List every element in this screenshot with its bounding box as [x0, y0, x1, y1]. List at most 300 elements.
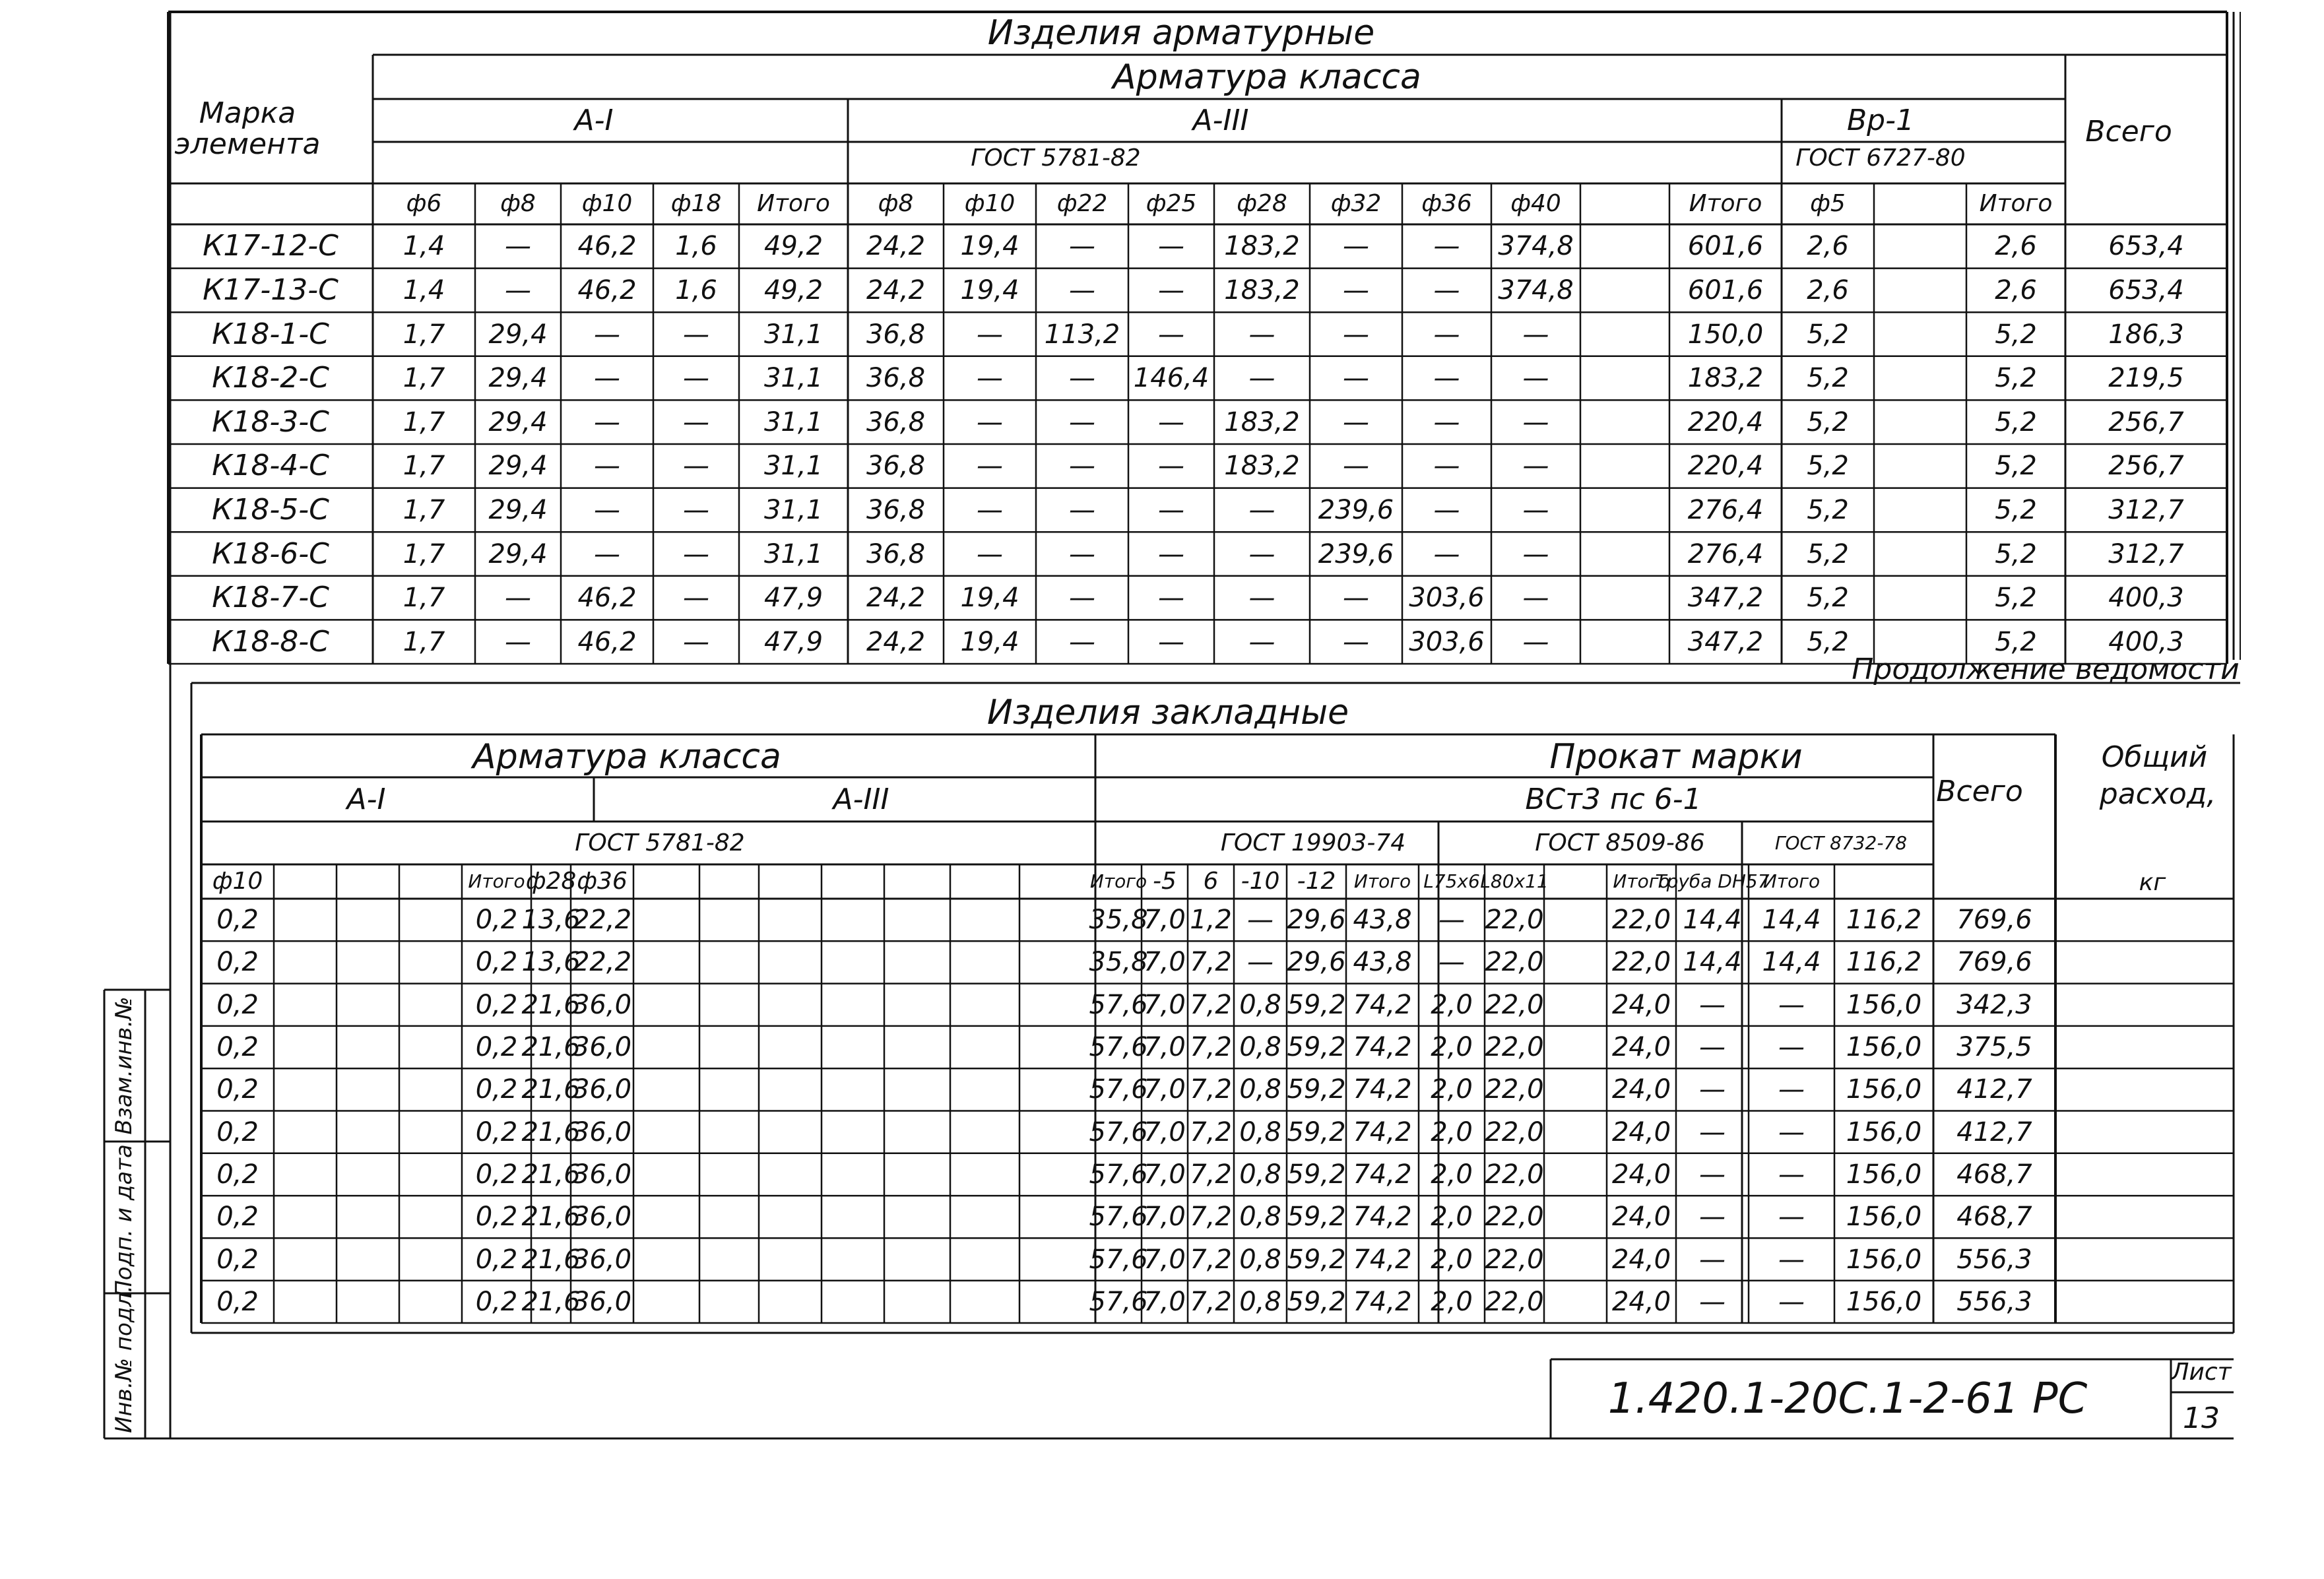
table2-value-cell: 24,0: [1611, 1286, 1671, 1317]
table1-value-cell: —: [1248, 583, 1275, 614]
table1-value-cell: —: [977, 494, 1003, 525]
table1-value-cell: —: [977, 451, 1003, 482]
table2-column-header: ф36: [577, 868, 628, 895]
table1-diameter-header: ф18: [670, 190, 722, 217]
table1-value-cell: 5,2: [1807, 583, 1849, 614]
table2-column-header: L75x6: [1423, 870, 1480, 892]
table2-value-cell: 156,0: [1846, 1074, 1922, 1105]
table1-value-cell: 186,3: [2108, 319, 2184, 350]
table1-value-cell: 400,3: [2108, 583, 2184, 614]
table2-value-cell: 24,0: [1611, 1116, 1671, 1147]
table2-value-cell: 22,0: [1485, 1116, 1544, 1147]
table2-value-cell: 14,4: [1762, 947, 1821, 978]
table2-value-cell: 22,0: [1485, 1286, 1544, 1317]
table1-value-cell: 31,1: [763, 538, 823, 569]
table2-value-cell: 22,0: [1485, 1202, 1544, 1233]
table2-value-cell: 24,0: [1611, 1244, 1671, 1275]
table2-value-cell: 22,2: [572, 905, 632, 936]
table2-value-cell: 156,0: [1846, 1032, 1922, 1063]
table1-value-cell: —: [683, 583, 709, 614]
table1-value-cell: —: [1343, 406, 1369, 437]
table1-value-cell: 5,2: [1995, 451, 2037, 482]
table2-value-cell: 57,6: [1089, 1286, 1148, 1317]
table1-value-cell: 183,2: [1224, 406, 1300, 437]
table2-value-cell: 0,2: [216, 1202, 259, 1233]
table1-value-cell: 36,8: [866, 363, 926, 394]
table1-class-a1: А-I: [574, 104, 614, 137]
side-label-vzam-inv: Взам.инв.№: [111, 996, 137, 1135]
table1-value-cell: 183,2: [1687, 363, 1764, 394]
table2-value-cell: —: [1778, 1032, 1805, 1063]
table2-value-cell: 21,6: [521, 1286, 581, 1317]
table2-title: Изделия закладные: [986, 693, 1349, 732]
table1-value-cell: —: [1158, 451, 1184, 482]
table2-column-header: ф28: [525, 868, 577, 895]
table2-value-cell: 43,8: [1353, 905, 1412, 936]
table2-value-cell: 412,7: [1956, 1116, 2032, 1147]
table1-class-header: Арматура класса: [1113, 57, 1421, 97]
table1-value-cell: 24,2: [866, 626, 926, 657]
table2-value-cell: 0,2: [475, 1286, 518, 1317]
table2-value-cell: 7,0: [1144, 1032, 1186, 1063]
table2-value-cell: 2,0: [1431, 1116, 1473, 1147]
table2-value-cell: 57,6: [1089, 989, 1148, 1020]
table1-value-cell: —: [683, 626, 709, 657]
table1-value-cell: —: [594, 538, 620, 569]
table1-value-cell: 5,2: [1995, 363, 2037, 394]
table1-value-cell: 653,4: [2108, 274, 2184, 306]
table2-value-cell: 7,2: [1190, 1159, 1232, 1190]
table1-diameter-header: ф5: [1810, 190, 1846, 217]
table2-value-cell: 59,2: [1287, 1244, 1346, 1275]
table2-value-cell: 24,0: [1611, 1159, 1671, 1190]
table1-value-cell: —: [594, 451, 620, 482]
table1-value-cell: 276,4: [1687, 538, 1764, 569]
table1-value-cell: —: [1343, 626, 1369, 657]
table1-value-cell: —: [1069, 274, 1095, 306]
table1-value-cell: —: [683, 538, 709, 569]
table1-value-cell: —: [1343, 231, 1369, 262]
table1-value-cell: 2,6: [1807, 231, 1849, 262]
table1-value-cell: —: [1433, 538, 1460, 569]
table1-value-cell: 312,7: [2108, 494, 2184, 525]
table1-title: Изделия арматурные: [987, 13, 1375, 53]
side-label-inv-podl: Инв.№ подл.: [111, 1285, 137, 1433]
table1-value-cell: 2,6: [1995, 274, 2037, 306]
table1-value-cell: 31,1: [763, 451, 823, 482]
table1-value-cell: 276,4: [1687, 494, 1764, 525]
continuation-label: Продолжение ведомости: [1852, 653, 2240, 686]
table1-value-cell: —: [1522, 538, 1549, 569]
table2-column-header: Итого: [1613, 870, 1670, 892]
table1-mark-header-1: Марка: [199, 96, 296, 130]
table1-value-cell: 653,4: [2108, 231, 2184, 262]
table2-value-cell: —: [1778, 1159, 1805, 1190]
table2-value-cell: 556,3: [1956, 1244, 2032, 1275]
table2-column-header: -5: [1153, 868, 1177, 895]
table2-value-cell: —: [1778, 989, 1805, 1020]
table2-value-cell: 21,6: [521, 1074, 581, 1105]
table2-value-cell: 24,0: [1611, 1202, 1671, 1233]
table1-value-cell: 1,7: [403, 494, 445, 525]
table1-value-cell: —: [1069, 626, 1095, 657]
table1-mark-cell: К17-13-С: [203, 273, 339, 307]
table1-mark-cell: К18-1-С: [212, 317, 329, 351]
table2-value-cell: 13,6: [521, 947, 581, 978]
table1-value-cell: —: [1343, 319, 1369, 350]
table2-value-cell: 22,0: [1485, 1159, 1544, 1190]
table2-value-cell: 21,6: [521, 1032, 581, 1063]
table1-value-cell: —: [977, 363, 1003, 394]
table2-value-cell: 57,6: [1089, 1159, 1148, 1190]
table2-value-cell: 7,2: [1190, 1116, 1232, 1147]
table1-mark-cell: К18-2-С: [212, 361, 329, 395]
table1-value-cell: —: [1069, 363, 1095, 394]
table1-value-cell: 1,7: [403, 319, 445, 350]
table1-value-cell: —: [1248, 319, 1275, 350]
table1-mark-cell: К18-3-С: [212, 404, 329, 439]
table2-value-cell: —: [1699, 1202, 1726, 1233]
table1-value-cell: 256,7: [2108, 406, 2184, 437]
table2-value-cell: 769,6: [1956, 947, 2032, 978]
table1-value-cell: 2,6: [1995, 231, 2037, 262]
table1-value-cell: 46,2: [577, 274, 637, 306]
table1-diameter-header: ф8: [500, 190, 536, 217]
table1-value-cell: —: [977, 406, 1003, 437]
table1-mark-cell: К18-4-С: [212, 449, 329, 483]
table1-gost-a: ГОСТ 5781-82: [971, 145, 1141, 172]
table2-value-cell: 36,0: [572, 1116, 632, 1147]
table2-value-cell: 0,2: [475, 1074, 518, 1105]
table1-value-cell: —: [1433, 406, 1460, 437]
table2-column-header: Итого: [1353, 870, 1411, 892]
table1-value-cell: —: [1433, 451, 1460, 482]
table1-diameter-header: ф32: [1330, 190, 1382, 217]
table1-value-cell: 220,4: [1687, 406, 1764, 437]
table2-gost-a: ГОСТ 5781-82: [575, 829, 745, 856]
table1-value-cell: —: [977, 538, 1003, 569]
table1-value-cell: 1,4: [403, 274, 445, 306]
table2-value-cell: 36,0: [572, 1159, 632, 1190]
table1-value-cell: 220,4: [1687, 451, 1764, 482]
table2-value-cell: 7,0: [1144, 905, 1186, 936]
side-label-podp-data: Подп. и дата: [111, 1144, 137, 1297]
table2-value-cell: 0,2: [216, 947, 259, 978]
table2-value-cell: 0,2: [475, 1032, 518, 1063]
table1-value-cell: 1,7: [403, 406, 445, 437]
table1-mark-cell: К18-6-С: [212, 536, 329, 571]
table2-value-cell: 0,8: [1239, 1202, 1281, 1233]
table2-value-cell: 2,0: [1431, 1032, 1473, 1063]
table1-value-cell: 36,8: [866, 538, 926, 569]
table1-value-cell: 29,4: [488, 406, 548, 437]
table2-value-cell: 24,0: [1611, 989, 1671, 1020]
table2-value-cell: 156,0: [1846, 1116, 1922, 1147]
table2-value-cell: 21,6: [521, 989, 581, 1020]
table2-value-cell: 29,6: [1287, 947, 1346, 978]
table1-value-cell: 5,2: [1807, 406, 1849, 437]
table1-value-cell: —: [1433, 231, 1460, 262]
table1-value-cell: 601,6: [1687, 231, 1764, 262]
table1-total-header: Всего: [2085, 115, 2172, 148]
table2-value-cell: 36,0: [572, 1074, 632, 1105]
table2-value-cell: 59,2: [1287, 1032, 1346, 1063]
table1-value-cell: —: [1069, 538, 1095, 569]
table1-value-cell: 36,8: [866, 319, 926, 350]
table2-value-cell: 22,2: [572, 947, 632, 978]
table2-value-cell: 36,0: [572, 1244, 632, 1275]
table2-value-cell: 36,0: [572, 1202, 632, 1233]
table2-class-header: Арматура класса: [472, 737, 781, 777]
table2-value-cell: 156,0: [1846, 1286, 1922, 1317]
table1-diameter-header: ф6: [406, 190, 442, 217]
sheet-number: 13: [2183, 1402, 2220, 1435]
table1-value-cell: 24,2: [866, 274, 926, 306]
table2-value-cell: —: [1699, 1286, 1726, 1317]
table1-value-cell: —: [1069, 451, 1095, 482]
table1-class-a3: А-III: [1192, 104, 1249, 137]
table2-column-header: Итого: [1762, 870, 1821, 892]
table1-value-cell: —: [1069, 494, 1095, 525]
table2-value-cell: 74,2: [1353, 1244, 1412, 1275]
table1-diameter-header: ф25: [1146, 190, 1197, 217]
table1-value-cell: 146,4: [1133, 363, 1210, 394]
table1-value-cell: —: [1158, 231, 1184, 262]
table2-value-cell: 0,2: [216, 1159, 259, 1190]
table2-value-cell: 468,7: [1956, 1159, 2032, 1190]
table1-diameter-header: Итого: [757, 190, 830, 217]
document-code: 1.420.1-20С.1-2-61 РС: [1607, 1374, 2088, 1423]
table1-value-cell: —: [1248, 538, 1275, 569]
table1-value-cell: 1,6: [675, 231, 717, 262]
table1-mark-cell: К18-5-С: [212, 492, 329, 527]
table2-value-cell: 2,0: [1431, 1159, 1473, 1190]
table2-value-cell: 1,2: [1190, 905, 1232, 936]
table1-value-cell: 19,4: [960, 274, 1019, 306]
table1-value-cell: —: [1248, 494, 1275, 525]
table2-overall-unit: кг: [2139, 869, 2166, 896]
table2-column-header: L80x11: [1480, 870, 1549, 892]
table2-value-cell: 0,8: [1239, 1286, 1281, 1317]
table1-value-cell: —: [683, 494, 709, 525]
table2-value-cell: 14,4: [1683, 947, 1742, 978]
table2-value-cell: 74,2: [1353, 989, 1412, 1020]
table1-value-cell: —: [594, 363, 620, 394]
table2-value-cell: 57,6: [1089, 1116, 1148, 1147]
table1-value-cell: 1,7: [403, 583, 445, 614]
table2-value-cell: 24,0: [1611, 1032, 1671, 1063]
table2-value-cell: —: [1699, 1032, 1726, 1063]
table1-class-bp1: Вр-1: [1847, 104, 1914, 137]
table1-value-cell: 113,2: [1044, 319, 1120, 350]
table1-value-cell: 29,4: [488, 451, 548, 482]
table1-value-cell: 5,2: [1995, 538, 2037, 569]
table2-value-cell: 0,2: [216, 1244, 259, 1275]
table2-column-header: Труба DН57: [1655, 870, 1770, 892]
table2-value-cell: 0,2: [216, 1116, 259, 1147]
table1-value-cell: 219,5: [2108, 363, 2184, 394]
table2-value-cell: 7,0: [1144, 1202, 1186, 1233]
table1-value-cell: 31,1: [763, 494, 823, 525]
table1-value-cell: —: [1433, 274, 1460, 306]
table2-value-cell: —: [1438, 905, 1465, 936]
table2-value-cell: 375,5: [1956, 1032, 2032, 1063]
table2-value-cell: 7,0: [1144, 1074, 1186, 1105]
table1-diameter-header: ф40: [1510, 190, 1561, 217]
table2-value-cell: —: [1699, 1244, 1726, 1275]
table2-value-cell: 22,0: [1611, 905, 1671, 936]
table1-value-cell: 29,4: [488, 538, 548, 569]
table2-value-cell: 35,8: [1089, 947, 1148, 978]
table1-value-cell: 1,7: [403, 538, 445, 569]
table1-value-cell: 5,2: [1995, 319, 2037, 350]
table1-value-cell: —: [1522, 363, 1549, 394]
table2-value-cell: 468,7: [1956, 1202, 2032, 1233]
table1-value-cell: 5,2: [1807, 451, 1849, 482]
table1-diameter-header: ф10: [581, 190, 633, 217]
table2-value-cell: 29,6: [1287, 905, 1346, 936]
table1-value-cell: 150,0: [1687, 319, 1764, 350]
table2-value-cell: 2,0: [1431, 1286, 1473, 1317]
table2-column-header: Итого: [468, 870, 525, 892]
table1-value-cell: 5,2: [1807, 319, 1849, 350]
table2-value-cell: 22,0: [1485, 989, 1544, 1020]
table1-value-cell: —: [1069, 583, 1095, 614]
table1-value-cell: —: [594, 319, 620, 350]
table2-value-cell: 24,0: [1611, 1074, 1671, 1105]
table1-value-cell: 49,2: [763, 274, 823, 306]
table2-value-cell: —: [1778, 1202, 1805, 1233]
table1-value-cell: 19,4: [960, 231, 1019, 262]
table2-value-cell: 0,2: [475, 1116, 518, 1147]
table2-value-cell: 7,0: [1144, 1286, 1186, 1317]
table1-value-cell: 31,1: [763, 319, 823, 350]
table2-value-cell: 2,0: [1431, 1074, 1473, 1105]
table2-value-cell: —: [1778, 1244, 1805, 1275]
table1-value-cell: 29,4: [488, 494, 548, 525]
table1-value-cell: —: [1433, 494, 1460, 525]
table1-value-cell: 5,2: [1807, 538, 1849, 569]
table1-value-cell: —: [1069, 406, 1095, 437]
table1-value-cell: 256,7: [2108, 451, 2184, 482]
table1-value-cell: 31,1: [763, 406, 823, 437]
table2-value-cell: 14,4: [1762, 905, 1821, 936]
table1-value-cell: 47,9: [763, 626, 823, 657]
table1-value-cell: 49,2: [763, 231, 823, 262]
table1-value-cell: 36,8: [866, 451, 926, 482]
table2-value-cell: 0,2: [475, 947, 518, 978]
table1-value-cell: —: [977, 319, 1003, 350]
table1-value-cell: —: [1522, 583, 1549, 614]
table1-value-cell: —: [1343, 451, 1369, 482]
table1-value-cell: 5,2: [1807, 626, 1849, 657]
table1-value-cell: 46,2: [577, 583, 637, 614]
table1-mark-cell: К18-8-С: [212, 624, 329, 659]
table1-value-cell: 374,8: [1498, 274, 1574, 306]
table2-value-cell: 57,6: [1089, 1074, 1148, 1105]
table1-value-cell: 1,7: [403, 363, 445, 394]
table1-value-cell: —: [1522, 406, 1549, 437]
table2-value-cell: 21,6: [521, 1202, 581, 1233]
table2-value-cell: 0,2: [475, 905, 518, 936]
table2-value-cell: 22,0: [1485, 1244, 1544, 1275]
table1-value-cell: —: [1343, 583, 1369, 614]
table2-total-header: Всего: [1936, 775, 2023, 808]
table1-value-cell: —: [683, 406, 709, 437]
table2-class-a3: А-III: [833, 783, 889, 816]
table2-value-cell: —: [1438, 947, 1465, 978]
table1-value-cell: —: [1158, 538, 1184, 569]
table2-value-cell: 59,2: [1287, 1116, 1346, 1147]
table1-value-cell: 24,2: [866, 583, 926, 614]
table2-value-cell: 22,0: [1485, 947, 1544, 978]
table2-class-a1: А-I: [346, 783, 386, 816]
table1-value-cell: —: [1433, 319, 1460, 350]
table2-value-cell: 74,2: [1353, 1074, 1412, 1105]
table1-value-cell: 303,6: [1409, 583, 1485, 614]
table2-value-cell: 0,8: [1239, 1244, 1281, 1275]
table2-column-header: 6: [1203, 868, 1219, 895]
table2-value-cell: 59,2: [1287, 989, 1346, 1020]
table2-value-cell: 22,0: [1485, 1032, 1544, 1063]
table2-value-cell: 43,8: [1353, 947, 1412, 978]
table2-value-cell: 556,3: [1956, 1286, 2032, 1317]
table1-value-cell: 400,3: [2108, 626, 2184, 657]
table2-value-cell: —: [1247, 905, 1274, 936]
table2-value-cell: 156,0: [1846, 1159, 1922, 1190]
table1-value-cell: —: [1158, 406, 1184, 437]
table2-column-header: -12: [1297, 868, 1336, 895]
table2-value-cell: 7,2: [1190, 1074, 1232, 1105]
table2-value-cell: 0,2: [475, 1244, 518, 1275]
table1-value-cell: —: [1069, 231, 1095, 262]
table1-value-cell: 5,2: [1807, 494, 1849, 525]
table2-rolled-header: Прокат марки: [1549, 737, 1803, 777]
table2-value-cell: 0,8: [1239, 1074, 1281, 1105]
table2-value-cell: 156,0: [1846, 1202, 1922, 1233]
table2-value-cell: 0,8: [1239, 1159, 1281, 1190]
table2-gost-8732: ГОСТ 8732-78: [1774, 832, 1908, 854]
table1-diameter-header: ф36: [1421, 190, 1472, 217]
table1-mark-cell: К18-7-С: [212, 581, 329, 615]
table1-value-cell: —: [1522, 494, 1549, 525]
table1-value-cell: 36,8: [866, 406, 926, 437]
table1-gost-bp: ГОСТ 6727-80: [1795, 145, 1966, 172]
table2-value-cell: 2,0: [1431, 989, 1473, 1020]
table1-value-cell: —: [1522, 626, 1549, 657]
table2-value-cell: 7,0: [1144, 989, 1186, 1020]
table1-value-cell: —: [1433, 363, 1460, 394]
table2-value-cell: 57,6: [1089, 1202, 1148, 1233]
table1-value-cell: 1,7: [403, 626, 445, 657]
table2-value-cell: 412,7: [1956, 1074, 2032, 1105]
table1-diameter-header: Итого: [1979, 190, 2053, 217]
table2-value-cell: —: [1699, 1159, 1726, 1190]
table1-value-cell: —: [505, 583, 531, 614]
table1-value-cell: —: [505, 274, 531, 306]
table2-value-cell: 59,2: [1287, 1202, 1346, 1233]
table2-value-cell: 36,0: [572, 989, 632, 1020]
table2-value-cell: 0,2: [216, 1074, 259, 1105]
table1-diameter-header: ф8: [878, 190, 914, 217]
table2-value-cell: 2,0: [1431, 1202, 1473, 1233]
table2-value-cell: 13,6: [521, 905, 581, 936]
table1-value-cell: —: [505, 231, 531, 262]
table1-value-cell: 1,7: [403, 451, 445, 482]
table2-rolled-grade: ВСт3 пс 6-1: [1525, 783, 1702, 816]
table1-value-cell: 601,6: [1687, 274, 1764, 306]
table2-value-cell: 22,0: [1611, 947, 1671, 978]
